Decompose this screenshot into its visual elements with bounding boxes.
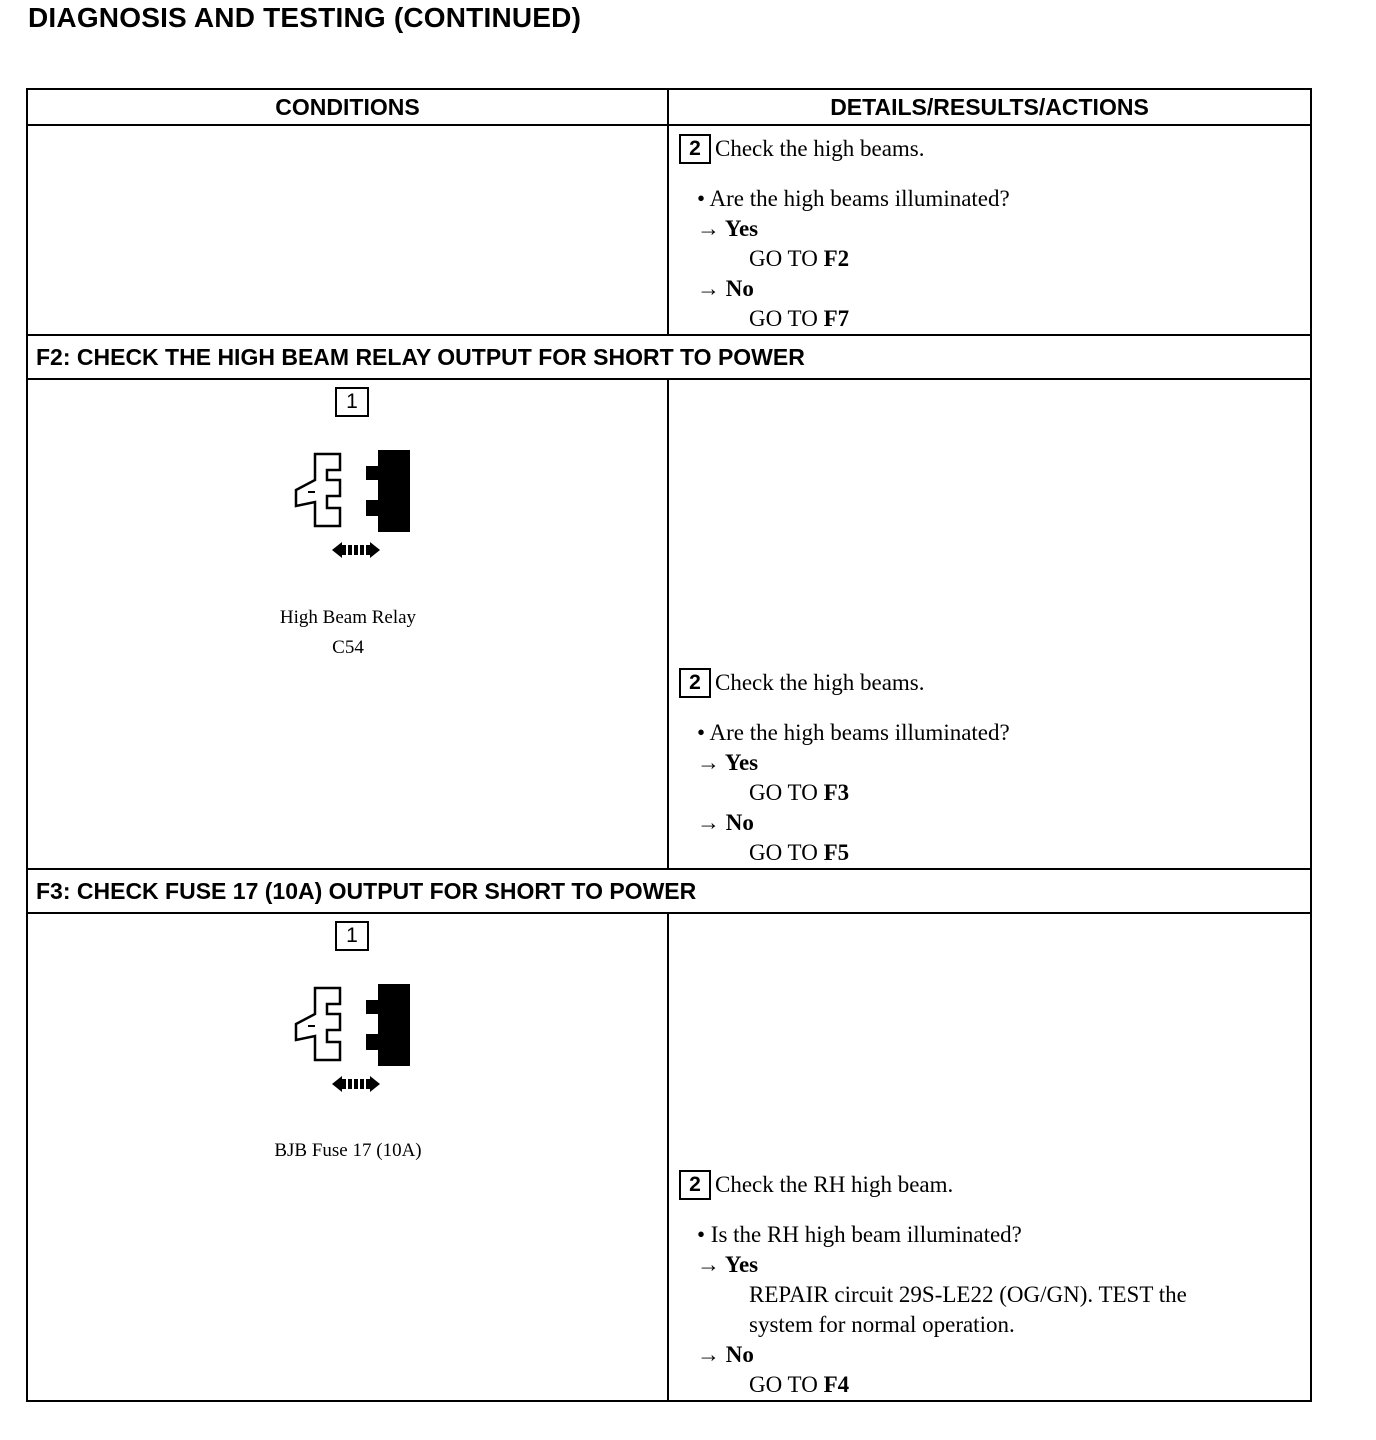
no-label: → No [697, 1342, 754, 1367]
step-number-box: 2 [679, 668, 711, 698]
f2-details-cell [668, 379, 1311, 869]
section-body-row-f2 [27, 379, 1311, 869]
step-line [679, 1170, 953, 1200]
diagnosis-table [26, 88, 1312, 1402]
connector-disconnect-icon [290, 450, 410, 562]
section-heading-row [27, 869, 1311, 913]
section-body-row-f3 [27, 913, 1311, 1401]
no-action [697, 838, 1010, 868]
yes-label: → Yes [697, 1252, 759, 1277]
no-label: → No [697, 276, 754, 301]
no-target: F4 [823, 1372, 850, 1397]
f2-conditions-cell [27, 379, 668, 869]
continued-step-row [27, 125, 1311, 335]
continued-details-cell [668, 125, 1311, 335]
section-heading-row [27, 335, 1311, 379]
yes-target: F3 [823, 780, 850, 805]
no-action-text: GO TO [749, 840, 824, 865]
f3-conditions-cell [27, 913, 668, 1401]
column-header-row [27, 89, 1311, 125]
step-one-box: 1 [335, 387, 369, 417]
step-number-box: 2 [679, 1170, 711, 1200]
no-action-text: GO TO [749, 306, 824, 331]
caption-line-1: High Beam Relay [279, 607, 417, 628]
step-one-box: 1 [335, 921, 369, 951]
yes-action [697, 244, 1010, 274]
question-block [697, 184, 1010, 334]
question-text: • Is the RH high beam illuminated? [697, 1222, 1022, 1247]
step-text: Check the high beams. [715, 670, 925, 695]
yes-action [697, 778, 1010, 808]
conditions-header: CONDITIONS [27, 89, 668, 125]
yes-label: → Yes [697, 750, 759, 775]
no-target: F5 [823, 840, 850, 865]
connector-disconnect-icon [290, 984, 410, 1096]
details-header: DETAILS/RESULTS/ACTIONS [668, 89, 1311, 125]
step-text: Check the RH high beam. [715, 1172, 954, 1197]
question-text: • Are the high beams illuminated? [697, 186, 1010, 211]
no-target: F7 [823, 306, 850, 331]
continued-conditions-cell [27, 125, 668, 335]
section-heading-f3: F3: CHECK FUSE 17 (10A) OUTPUT FOR SHORT TO POWER [27, 869, 1311, 913]
caption-line-2: C54 [332, 637, 364, 658]
page-title: DIAGNOSIS AND TESTING (CONTINUED) [28, 2, 582, 33]
yes-action-text: GO TO [749, 246, 824, 271]
yes-action-line-1: REPAIR circuit 29S-LE22 (OG/GN). TEST the [749, 1282, 1187, 1307]
no-label: → No [697, 810, 754, 835]
caption-line-1: BJB Fuse 17 (10A) [274, 1140, 422, 1161]
step-number-box: 2 [679, 134, 711, 164]
yes-action-text: GO TO [749, 780, 824, 805]
yes-label: → Yes [697, 216, 759, 241]
question-text: • Are the high beams illuminated? [697, 720, 1010, 745]
question-block [697, 718, 1010, 868]
section-heading-f2: F2: CHECK THE HIGH BEAM RELAY OUTPUT FOR SHORT TO POWER [27, 335, 1311, 379]
yes-action-line-2: system for normal operation. [749, 1312, 1015, 1337]
step-line [679, 134, 925, 164]
f3-details-cell [668, 913, 1311, 1401]
step-text: Check the high beams. [715, 136, 925, 161]
step-line [679, 668, 925, 698]
no-action-text: GO TO [749, 1372, 824, 1397]
no-action [697, 1370, 1187, 1400]
question-block [697, 1220, 1187, 1400]
yes-target: F2 [823, 246, 850, 271]
no-action [697, 304, 1010, 334]
